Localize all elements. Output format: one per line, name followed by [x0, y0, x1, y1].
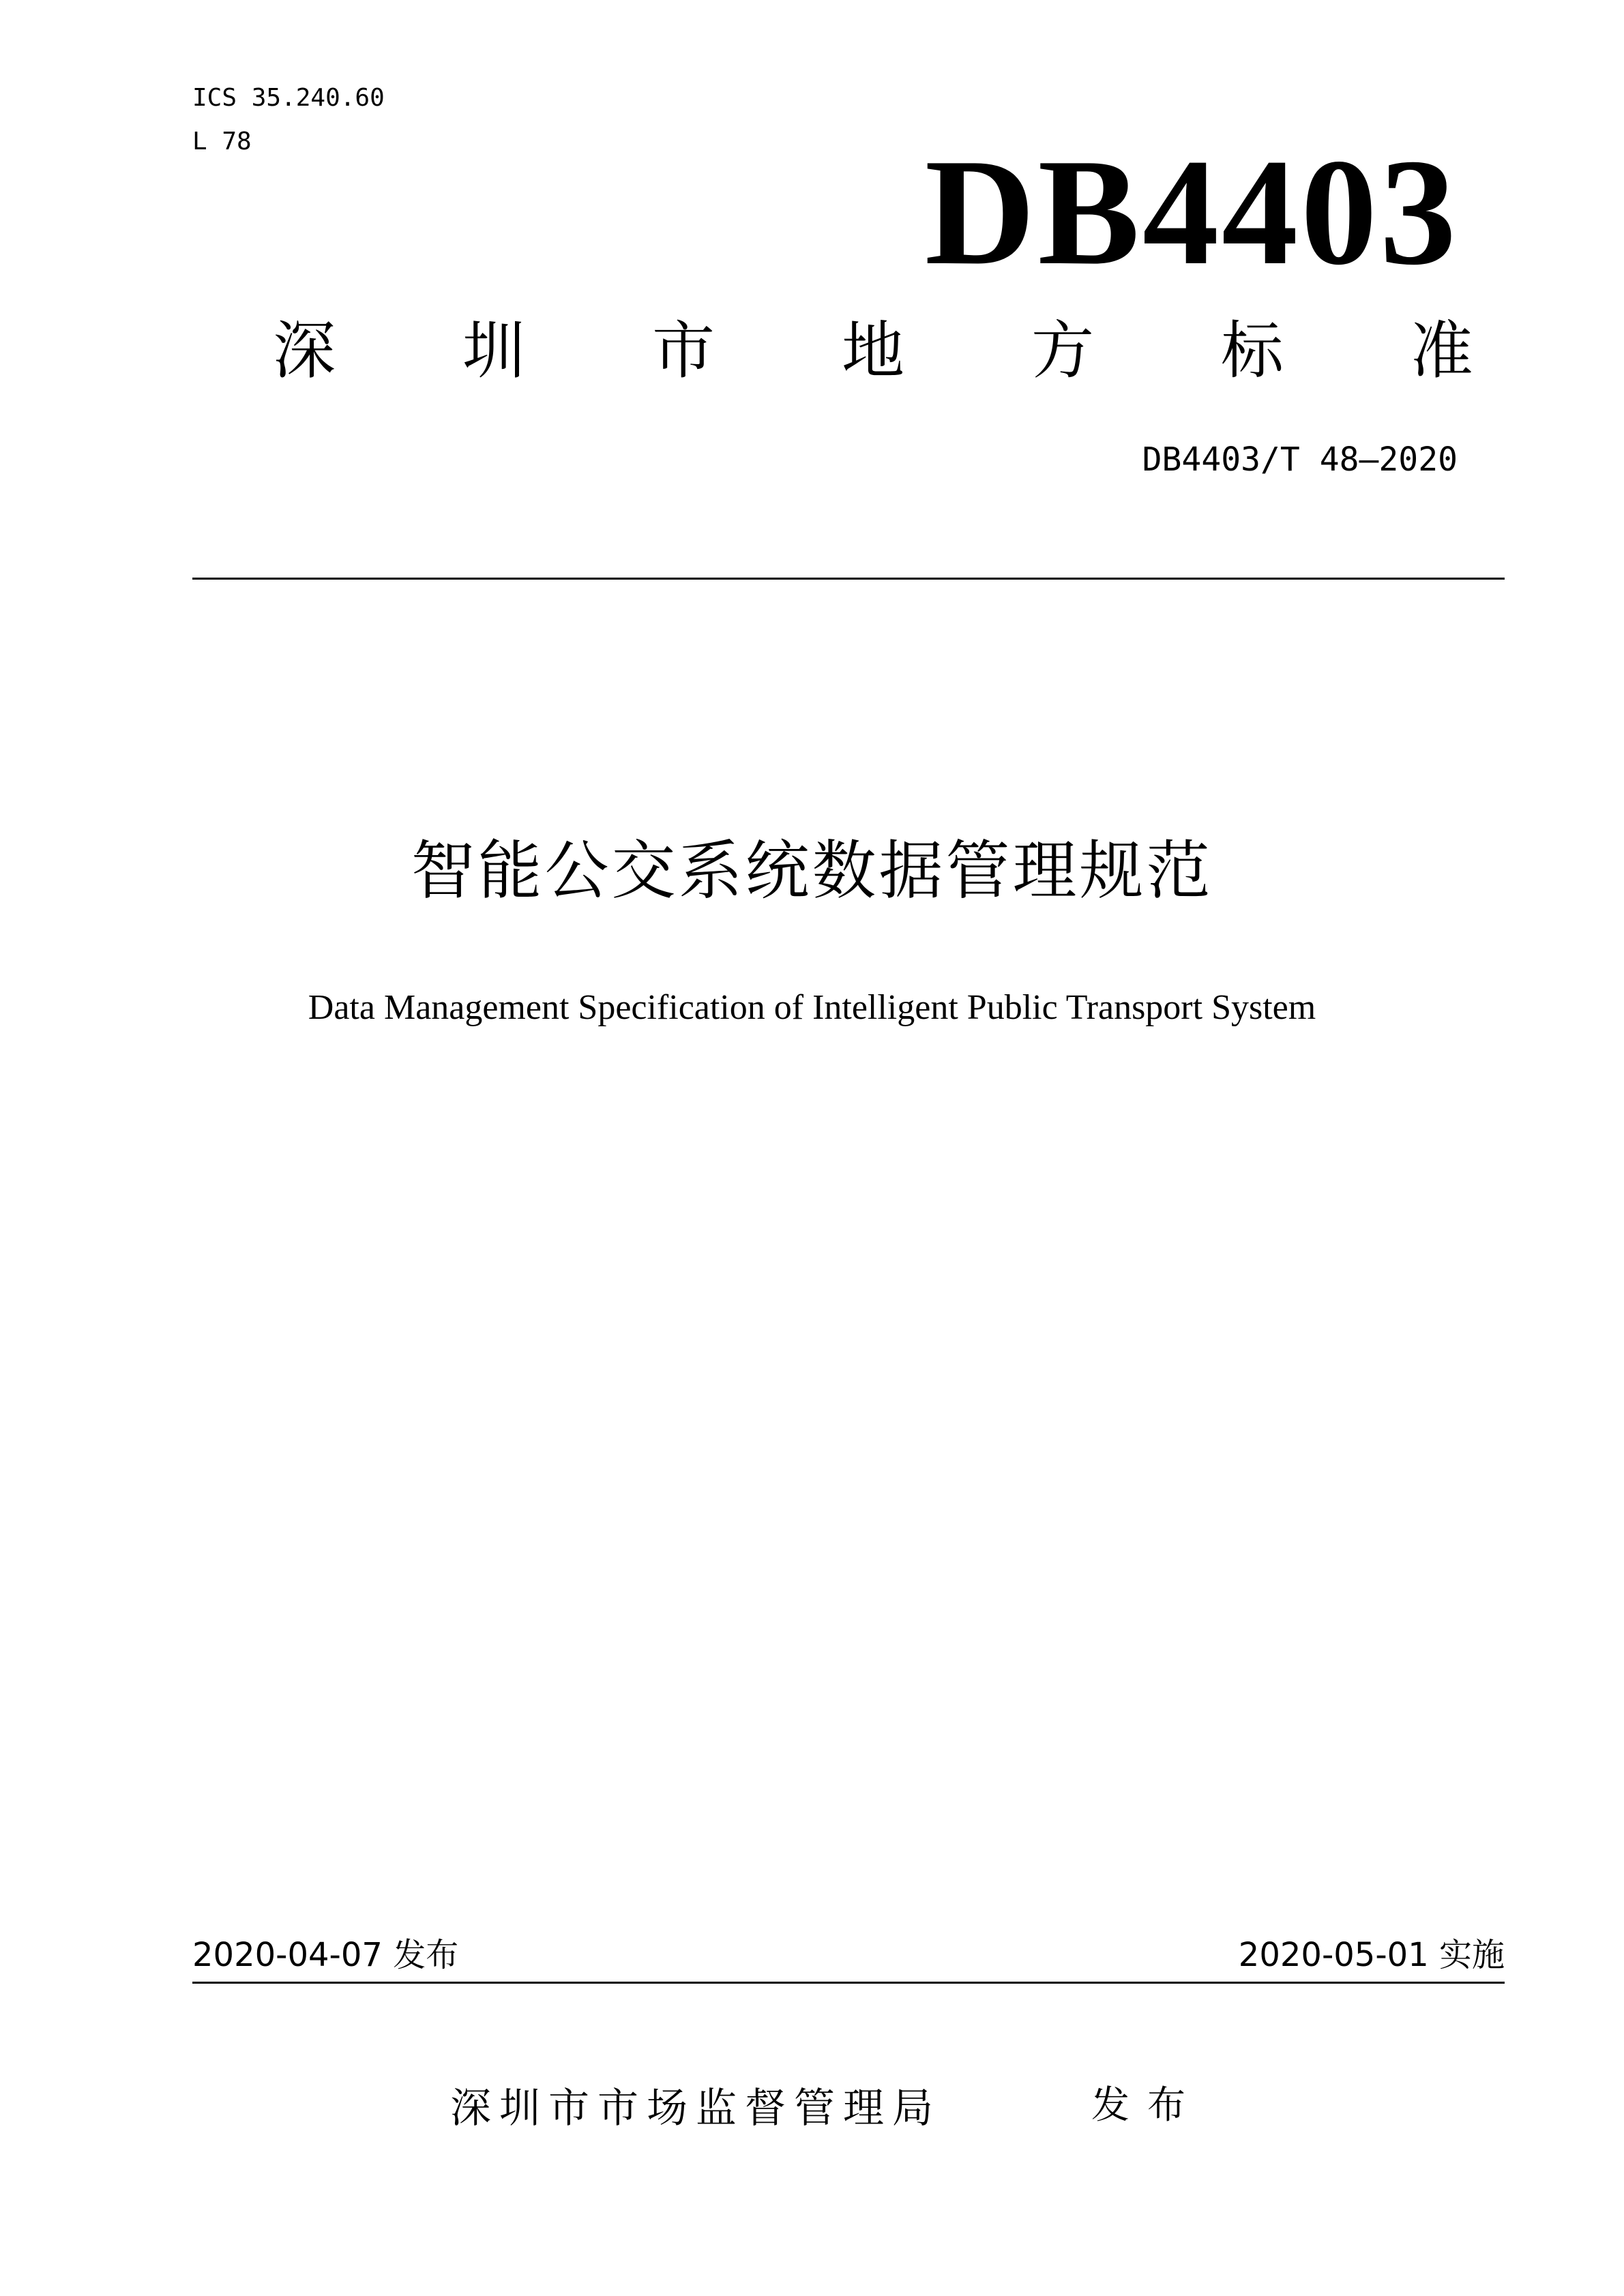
document-title-english: Data Management Specification of Intelligent Public Transport System — [308, 988, 1316, 1027]
implementation-date: 2020-05-01 实施 — [1238, 1936, 1505, 1974]
standard-type-char: 圳 — [462, 314, 525, 387]
standard-type — [273, 314, 1473, 389]
standard-number: DB4403/T 48—2020 — [1142, 441, 1458, 479]
ccs-code: L 78 — [192, 128, 252, 155]
ics-code: ICS 35.240.60 — [192, 84, 385, 112]
publisher-name: 深圳市市场监督管理局 — [450, 2085, 941, 2132]
header-divider — [192, 578, 1505, 580]
footer-divider — [192, 1982, 1505, 1984]
standard-type-char: 方 — [1031, 314, 1094, 387]
publish-label: 发布 — [1091, 2083, 1203, 2128]
issue-date: 2020-04-07 发布 — [192, 1936, 459, 1974]
standard-type-char: 标 — [1220, 314, 1284, 387]
standard-type-char: 准 — [1410, 314, 1473, 387]
document-title-chinese: 智能公交系统数据管理规范 — [411, 834, 1213, 908]
standard-code: DB4403 — [924, 128, 1459, 297]
standard-type-char: 深 — [273, 314, 336, 387]
standard-type-char: 地 — [841, 314, 904, 387]
standard-type-char: 市 — [651, 314, 715, 387]
